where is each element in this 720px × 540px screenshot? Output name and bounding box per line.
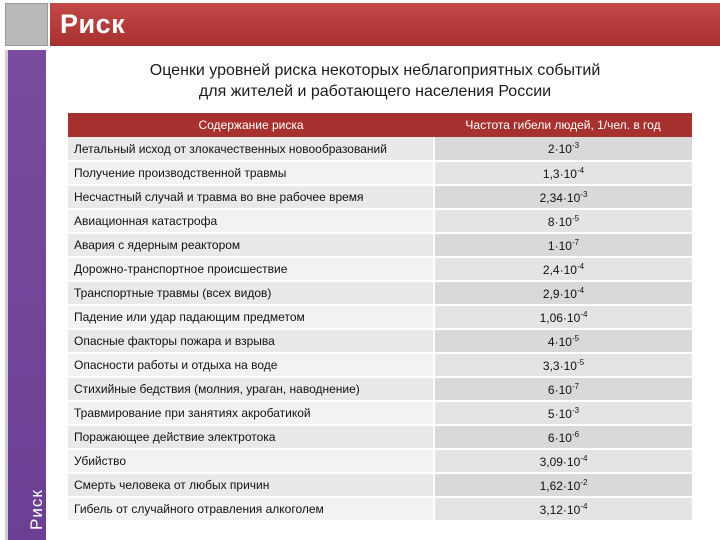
frequency-exponent: -7	[571, 237, 580, 247]
risk-event-cell: Гибель от случайного отравления алкоголем	[68, 497, 434, 521]
table-row	[68, 161, 692, 185]
frequency-mantissa: 6·10	[547, 382, 572, 397]
frequency-mantissa: 2,34·10	[539, 190, 581, 205]
risk-event-cell: Транспортные травмы (всех видов)	[68, 281, 434, 305]
side-strip	[8, 50, 46, 540]
frequency-exponent: -7	[571, 381, 580, 391]
table-body	[68, 137, 692, 521]
frequency-cell	[434, 425, 692, 449]
table-row	[68, 449, 692, 473]
frequency-cell	[434, 305, 692, 329]
frequency-cell	[434, 209, 692, 233]
risk-event-cell: Опасные факторы пожара и взрыва	[68, 329, 434, 353]
frequency-exponent: -4	[576, 285, 585, 295]
frequency-mantissa: 3,09·10	[539, 454, 581, 469]
risk-event-cell: Смерть человека от любых причин	[68, 473, 434, 497]
frequency-mantissa: 1,06·10	[539, 310, 581, 325]
risk-event-cell: Дорожно-транспортное происшествие	[68, 257, 434, 281]
frequency-cell	[434, 185, 692, 209]
frequency-cell	[434, 449, 692, 473]
frequency-mantissa: 3,12·10	[539, 502, 581, 517]
frequency-mantissa: 2,9·10	[542, 286, 577, 301]
risk-event-cell: Получение производственной травмы	[68, 161, 434, 185]
frequency-cell	[434, 233, 692, 257]
header-frequency: Частота гибели людей, 1/чел. в год	[434, 113, 692, 137]
table-row	[68, 473, 692, 497]
table-row	[68, 377, 692, 401]
table-row	[68, 209, 692, 233]
frequency-mantissa: 1,3·10	[542, 166, 577, 181]
risk-event-cell: Несчастный случай и травма во вне рабочее время	[68, 185, 434, 209]
table-row	[68, 497, 692, 521]
header-event: Содержание риска	[68, 113, 434, 137]
risk-event-cell: Опасности работы и отдыха на воде	[68, 353, 434, 377]
table-row	[68, 353, 692, 377]
frequency-mantissa: 3,3·10	[542, 358, 577, 373]
frequency-exponent: -3	[580, 189, 588, 199]
frequency-mantissa: 2·10	[547, 142, 572, 156]
side-label: Риск	[27, 489, 46, 530]
frequency-cell	[434, 281, 692, 305]
table-row	[68, 185, 692, 209]
risk-event-cell: Летальный исход от злокачественных новообразований	[68, 137, 434, 161]
table-row	[68, 425, 692, 449]
table-row	[68, 257, 692, 281]
frequency-mantissa: 8·10	[547, 214, 572, 229]
frequency-exponent: -5	[571, 333, 580, 343]
table-row	[68, 329, 692, 353]
frequency-exponent: -2	[580, 477, 588, 487]
table-header-row	[68, 113, 692, 137]
frequency-exponent: -3	[571, 405, 580, 415]
frequency-exponent: -3	[571, 141, 580, 150]
corner-box	[5, 3, 48, 46]
header-bar	[50, 3, 720, 46]
slide-subtitle	[80, 60, 670, 102]
frequency-cell	[434, 401, 692, 425]
frequency-cell	[434, 377, 692, 401]
frequency-exponent: -5	[571, 213, 580, 223]
frequency-mantissa: 1·10	[547, 238, 572, 253]
frequency-mantissa: 5·10	[547, 406, 572, 421]
frequency-cell	[434, 257, 692, 281]
frequency-exponent: -4	[580, 453, 588, 463]
frequency-mantissa: 6·10	[547, 430, 572, 445]
subtitle-line-2: для жителей и работающего населения России	[198, 83, 552, 100]
risk-event-cell: Падение или удар падающим предметом	[68, 305, 434, 329]
risk-table	[68, 113, 692, 522]
risk-event-cell: Травмирование при занятиях акробатикой	[68, 401, 434, 425]
frequency-exponent: -4	[580, 309, 588, 319]
frequency-exponent: -4	[576, 165, 585, 175]
frequency-mantissa: 2,4·10	[542, 262, 577, 277]
risk-event-cell: Убийство	[68, 449, 434, 473]
risk-event-cell: Поражающее действие электротока	[68, 425, 434, 449]
frequency-cell	[434, 161, 692, 185]
frequency-exponent: -5	[576, 357, 585, 367]
table-row	[68, 305, 692, 329]
risk-event-cell: Авиационная катастрофа	[68, 209, 434, 233]
table-row	[68, 281, 692, 305]
frequency-mantissa: 4·10	[547, 334, 572, 349]
frequency-cell	[434, 497, 692, 521]
table-row	[68, 233, 692, 257]
frequency-exponent: -6	[571, 429, 580, 439]
frequency-mantissa: 1,62·10	[539, 478, 581, 493]
frequency-cell	[434, 353, 692, 377]
frequency-cell	[434, 473, 692, 497]
frequency-exponent: -4	[576, 261, 585, 271]
subtitle-line-1: Оценки уровней риска некоторых неблагоприятных событий	[149, 62, 601, 79]
frequency-cell	[434, 329, 692, 353]
frequency-exponent: -4	[580, 501, 588, 511]
page-title: Риск	[60, 9, 126, 39]
table-row	[68, 137, 692, 161]
risk-event-cell: Стихийные бедствия (молния, ураган, наводнение)	[68, 377, 434, 401]
table-row	[68, 401, 692, 425]
risk-event-cell: Авария с ядерным реактором	[68, 233, 434, 257]
frequency-cell	[434, 137, 692, 161]
